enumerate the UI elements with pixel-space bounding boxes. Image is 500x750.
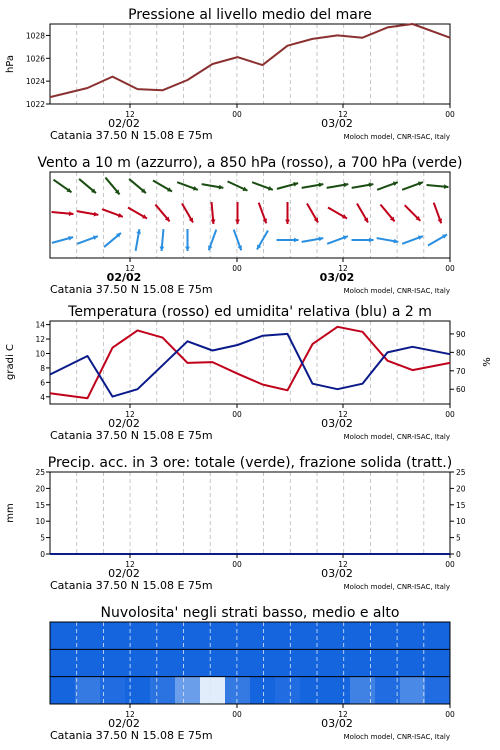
- cloud-cell-basso: [200, 677, 226, 704]
- wind-arrow-850-hPa: [285, 202, 290, 224]
- date-label: 02/02: [108, 117, 140, 130]
- wind-arrow-700-hPa: [129, 179, 146, 193]
- wind-arrow-head: [235, 220, 240, 224]
- cloud-cell-basso: [275, 677, 301, 704]
- wind-arrow-700-hPa: [402, 181, 423, 189]
- wind-arrow-10-m: [257, 230, 268, 249]
- wind-arrow-850-hPa: [235, 202, 240, 224]
- model-credit: Moloch model, CNR-ISAC, Italy: [343, 583, 450, 591]
- wind-arrow-850-hPa: [128, 208, 147, 219]
- y-tick-label-right: 25: [456, 468, 466, 477]
- y-tick-label-right: 20: [456, 484, 466, 494]
- wind-arrow-head: [444, 184, 449, 189]
- x-tick-label: 12: [125, 110, 135, 119]
- wind-arrow-10-m: [277, 238, 299, 243]
- cloud-cell-alto: [350, 622, 376, 649]
- temperature-line: [50, 327, 450, 398]
- x-tick-label: 12: [125, 264, 135, 273]
- wind-arrow-10-m: [136, 229, 141, 251]
- date-label: 02/02: [108, 417, 140, 430]
- wind-arrow-850-hPa: [182, 203, 193, 222]
- station-label: Catania 37.50 N 15.08 E 75m: [50, 129, 213, 142]
- wind-arrow-850-hPa: [77, 211, 99, 216]
- wind-arrow-700-hPa: [228, 181, 248, 191]
- station-label: Catania 37.50 N 15.08 E 75m: [50, 429, 213, 442]
- x-tick-label: 12: [125, 710, 135, 719]
- cloud-cell-medio: [375, 649, 401, 676]
- wind-arrow-850-hPa: [405, 205, 421, 221]
- wind-arrow-head: [294, 238, 298, 243]
- y-tick-label: 0: [40, 550, 45, 559]
- wind-arrow-700-hPa: [153, 181, 172, 192]
- cloud-cell-medio: [275, 649, 301, 676]
- cloud-cell-alto: [250, 622, 276, 649]
- date-label: 03/02: [321, 117, 353, 130]
- x-tick-label: 00: [232, 560, 242, 569]
- date-label: 02/02: [106, 271, 142, 284]
- station-label: Catania 37.50 N 15.08 E 75m: [50, 729, 213, 742]
- wind-arrow-10-m: [377, 238, 399, 243]
- y-tick-label: 10: [35, 349, 45, 359]
- y-tick-label-right: 0: [456, 550, 461, 559]
- wind-arrow-700-hPa: [427, 184, 449, 189]
- cloud-cell-medio: [75, 649, 101, 676]
- cloud-cell-alto: [50, 622, 76, 649]
- date-label: 02/02: [108, 717, 140, 730]
- cloud-cell-alto: [150, 622, 176, 649]
- cloud-cell-basso: [225, 677, 251, 704]
- y-tick-label-right: 15: [456, 500, 466, 510]
- y-tick-label: 4: [40, 392, 45, 402]
- y-tick-label: 25: [35, 468, 45, 477]
- model-credit: Moloch model, CNR-ISAC, Italy: [343, 733, 450, 741]
- x-tick-label: 12: [338, 264, 348, 273]
- x-tick-label: 12: [338, 110, 348, 119]
- x-tick-label: 00: [232, 110, 242, 119]
- date-label: 02/02: [108, 567, 140, 580]
- cloud-cell-basso: [75, 677, 101, 704]
- date-label: 03/02: [321, 717, 353, 730]
- wind-arrow-10-m: [402, 235, 423, 243]
- wind-arrow-850-hPa: [52, 211, 74, 216]
- pressure-line: [50, 24, 450, 97]
- cloud-cell-alto: [175, 622, 201, 649]
- wind-arrow-850-hPa: [380, 205, 394, 222]
- plot-frame: [50, 24, 450, 104]
- y-tick-label: 6: [40, 378, 45, 388]
- x-tick-label: 12: [338, 410, 348, 419]
- wind-arrow-700-hPa: [105, 178, 119, 195]
- cloud-cell-basso: [250, 677, 276, 704]
- wind-arrow-700-hPa: [177, 182, 198, 190]
- station-label: Catania 37.50 N 15.08 E 75m: [50, 283, 213, 296]
- wind-arrow-700-hPa: [53, 180, 71, 193]
- cloud-cell-basso: [375, 677, 401, 704]
- y-tick-label: 8: [40, 363, 45, 373]
- wind-arrow-10-m: [352, 238, 374, 243]
- cloud-cell-alto: [100, 622, 126, 649]
- cloud-cell-alto: [200, 622, 226, 649]
- y-tick-label-right: 60: [456, 385, 466, 395]
- cloud-cell-medio: [225, 649, 251, 676]
- wind-arrow-850-hPa: [328, 208, 347, 219]
- y-tick-label-right: 70: [456, 366, 466, 376]
- cloud-cell-basso: [400, 677, 426, 704]
- chart-title: Vento a 10 m (azzurro), a 850 hPa (rosso), a 700 hPa (verde): [37, 155, 463, 171]
- wind-arrow-10-m: [327, 235, 348, 243]
- cloud-cell-basso: [50, 677, 76, 704]
- cloud-cell-alto: [400, 622, 426, 649]
- wind-arrow-700-hPa: [377, 181, 398, 189]
- cloud-cell-alto: [375, 622, 401, 649]
- y-tick-label: 15: [35, 500, 45, 510]
- wind-arrow-10-m: [77, 235, 98, 243]
- cloud-cell-basso: [150, 677, 176, 704]
- x-tick-label: 12: [125, 560, 135, 569]
- wind-arrow-700-hPa: [79, 179, 96, 193]
- wind-arrow-10-m: [160, 229, 165, 251]
- wind-arrow-10-m: [208, 230, 216, 251]
- wind-arrow-700-hPa: [327, 182, 349, 187]
- wind-arrow-10-m: [104, 233, 121, 247]
- x-tick-label: 00: [445, 410, 455, 419]
- y-tick-label: 1022: [25, 100, 45, 109]
- y-axis-label-right: %: [482, 357, 493, 367]
- cloud-cell-alto: [425, 622, 451, 649]
- y-tick-label-right: 80: [456, 348, 466, 358]
- cloud-cell-basso: [125, 677, 151, 704]
- chart-title: Temperatura (rosso) ed umidita' relativa (blu) a 2 m: [68, 304, 432, 320]
- cloud-cell-medio: [325, 649, 351, 676]
- x-tick-label: 00: [232, 264, 242, 273]
- wind-arrow-850-hPa: [259, 203, 267, 224]
- wind-arrow-850-hPa: [357, 203, 368, 222]
- cloud-cell-basso: [425, 677, 451, 704]
- x-tick-label: 00: [445, 560, 455, 569]
- cloud-cell-alto: [75, 622, 101, 649]
- cloud-cell-alto: [125, 622, 151, 649]
- cloud-cell-medio: [425, 649, 451, 676]
- wind-arrow-10-m: [302, 236, 324, 241]
- cloud-cell-medio: [125, 649, 151, 676]
- wind-arrow-head: [285, 220, 290, 224]
- wind-arrow-head: [211, 219, 216, 224]
- cloud-cell-medio: [100, 649, 126, 676]
- x-tick-label: 00: [445, 264, 455, 273]
- y-tick-label: 20: [35, 484, 45, 494]
- y-tick-label-right: 90: [456, 329, 466, 339]
- x-tick-label: 00: [445, 110, 455, 119]
- cloud-cell-medio: [350, 649, 376, 676]
- y-tick-label: 10: [35, 517, 45, 527]
- cloud-cell-medio: [150, 649, 176, 676]
- wind-arrow-10-m: [185, 229, 190, 251]
- wind-arrow-10-m: [52, 236, 73, 243]
- cloud-cell-medio: [200, 649, 226, 676]
- cloud-cell-basso: [100, 677, 126, 704]
- cloud-cell-basso: [300, 677, 326, 704]
- chart-title: Nuvolosita' negli strati basso, medio e alto: [100, 605, 400, 621]
- date-label: 03/02: [321, 417, 353, 430]
- wind-arrow-850-hPa: [211, 202, 216, 224]
- y-tick-label: 1026: [25, 54, 45, 64]
- cloud-cell-alto: [275, 622, 301, 649]
- plot-frame: [50, 472, 450, 554]
- model-credit: Moloch model, CNR-ISAC, Italy: [343, 433, 450, 441]
- wind-arrow-head: [69, 211, 74, 216]
- wind-arrow-head: [185, 247, 190, 251]
- cloud-cell-medio: [250, 649, 276, 676]
- cloud-cell-basso: [350, 677, 376, 704]
- wind-arrow-850-hPa: [155, 205, 169, 222]
- date-label: 03/02: [319, 271, 355, 284]
- wind-arrow-700-hPa: [202, 184, 224, 189]
- cloud-cell-medio: [50, 649, 76, 676]
- date-label: 03/02: [321, 567, 353, 580]
- x-tick-label: 12: [338, 710, 348, 719]
- wind-arrow-10-m: [428, 235, 447, 246]
- y-tick-label: 1024: [25, 77, 45, 87]
- wind-arrow-head: [369, 238, 373, 243]
- wind-arrow-head: [160, 246, 165, 251]
- x-tick-label: 12: [338, 560, 348, 569]
- model-credit: Moloch model, CNR-ISAC, Italy: [343, 287, 450, 295]
- wind-arrow-850-hPa: [102, 209, 123, 217]
- y-tick-label: 5: [40, 533, 45, 543]
- x-tick-label: 00: [445, 710, 455, 719]
- chart-title: Pressione al livello medio del mare: [128, 7, 372, 23]
- y-tick-label-right: 5: [456, 533, 461, 543]
- wind-arrow-700-hPa: [277, 182, 298, 189]
- y-axis-label: mm: [5, 503, 16, 523]
- humidity-line: [50, 334, 450, 397]
- wind-arrow-700-hPa: [252, 182, 273, 190]
- y-tick-label: 12: [35, 335, 45, 345]
- cloud-cell-basso: [325, 677, 351, 704]
- cloud-cell-alto: [325, 622, 351, 649]
- wind-arrow-850-hPa: [307, 203, 318, 222]
- x-tick-label: 00: [232, 710, 242, 719]
- cloud-cell-basso: [175, 677, 201, 704]
- y-axis-label: gradi C: [5, 344, 16, 380]
- y-tick-label: 1028: [25, 31, 45, 41]
- x-tick-label: 12: [125, 410, 135, 419]
- wind-arrow-700-hPa: [302, 182, 324, 187]
- cloud-cell-alto: [300, 622, 326, 649]
- cloud-cell-medio: [175, 649, 201, 676]
- y-tick-label: 14: [35, 320, 45, 330]
- cloud-cell-medio: [400, 649, 426, 676]
- wind-arrow-850-hPa: [434, 203, 442, 224]
- y-axis-label: hPa: [5, 54, 16, 74]
- cloud-cell-alto: [225, 622, 251, 649]
- station-label: Catania 37.50 N 15.08 E 75m: [50, 579, 213, 592]
- cloud-cell-medio: [300, 649, 326, 676]
- x-tick-label: 00: [232, 410, 242, 419]
- y-tick-label-right: 10: [456, 517, 466, 527]
- model-credit: Moloch model, CNR-ISAC, Italy: [343, 133, 450, 141]
- chart-title: Precip. acc. in 3 ore: totale (verde), frazione solida (tratt.): [47, 455, 453, 471]
- wind-arrow-10-m: [234, 230, 242, 251]
